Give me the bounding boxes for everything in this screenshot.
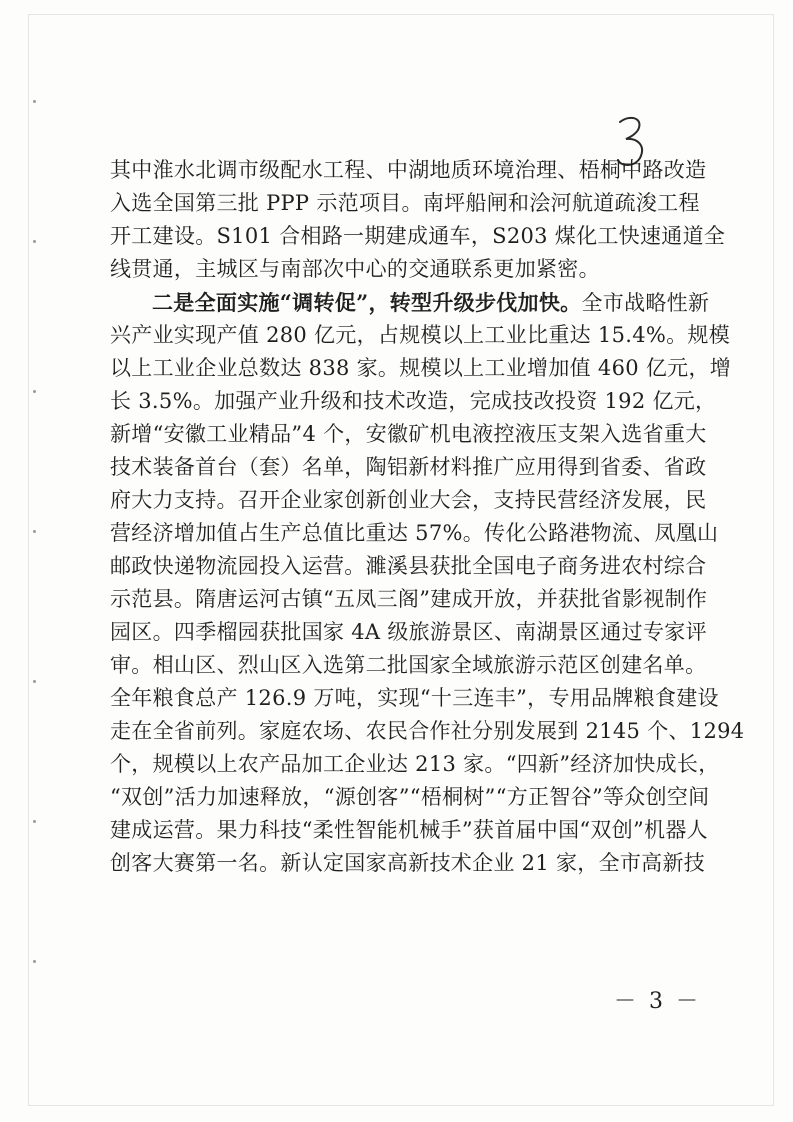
binding-dot (33, 240, 36, 243)
text-line: 以上工业企业总数达 838 家。规模以上工业增加值 460 亿元，增 (110, 356, 732, 380)
text-line: 线贯通，主城区与南部次中心的交通联系更加紧密。 (110, 257, 600, 281)
binding-hole-dots (33, 60, 39, 1060)
document-body (110, 154, 745, 880)
page-number: － 3 － (614, 989, 701, 1014)
text-line: 创客大赛第一名。新认定国家高新技术企业 21 家，全市高新技 (110, 851, 706, 875)
paragraph-lead-heading: 二是全面实施“调转促”，转型升级步伐加快。 (152, 290, 582, 315)
paragraph-transport-projects (110, 154, 726, 286)
binding-dot (33, 390, 36, 393)
text-line: 走在全省前列。家庭农场、农民合作社分别发展到 2145 个、1294 (110, 719, 745, 743)
text-line: 建成运营。果力科技“柔性智能机械手”获首届中国“双创”机器人 (110, 818, 708, 842)
text-line: 个，规模以上农产品加工企业达 213 家。“四新”经济加快成长， (110, 752, 720, 776)
binding-dot (33, 960, 36, 963)
text-line: 技术装备首台（套）名单，陶铝新材料推广应用得到省委、省政 (110, 455, 707, 479)
text-line: “双创”活力加速释放，“源创客”“梧桐树”“方正智谷”等众创空间 (110, 785, 710, 809)
text-line: 入选全国第三批 PPP 示范项目。南坪船闸和浍河航道疏浚工程 (110, 191, 700, 215)
binding-dot (33, 530, 36, 533)
text-line: 其中淮水北调市级配水工程、中湖地质环境治理、梧桐中路改造 (110, 158, 707, 182)
binding-dot (33, 680, 36, 683)
paragraph-lead-rest: 全市战略性新 (581, 291, 710, 315)
text-line: 长 3.5%。加强产业升级和技术改造，完成技改投资 192 亿元， (110, 389, 717, 413)
text-line: 示范县。隋唐运河古镇“五凤三阁”建成开放，并获批省影视制作 (110, 587, 708, 611)
text-line: 府大力支持。召开企业家创新创业大会，支持民营经济发展，民 (110, 488, 707, 512)
text-line: 园区。四季榴园获批国家 4A 级旅游景区、南湖景区通过专家评 (110, 620, 707, 644)
binding-dot (33, 100, 36, 103)
text-line: 全年粮食总产 126.9 万吨，实现“十三连丰”，专用品牌粮食建设 (110, 686, 719, 710)
text-line: 开工建设。S101 合相路一期建成通车，S203 煤化工快速通道全 (110, 224, 726, 248)
text-line: 营经济增加值占生产总值比重达 57%。传化公路港物流、凤凰山 (110, 521, 719, 545)
text-line: 兴产业实现产值 280 亿元，占规模以上工业比重达 15.4%。规模 (110, 323, 731, 347)
text-line: 邮政快递物流园投入运营。濉溪县获批全国电子商务进农村综合 (110, 554, 707, 578)
binding-dot (33, 820, 36, 823)
text-line: 审。相山区、烈山区入选第二批国家全域旅游示范区创建名单。 (110, 653, 707, 677)
text-line-first (110, 286, 710, 319)
text-line: 新增“安徽工业精品”4 个，安徽矿机电液控液压支架入选省重大 (110, 422, 707, 446)
paragraph-industrial-upgrade (110, 286, 745, 880)
